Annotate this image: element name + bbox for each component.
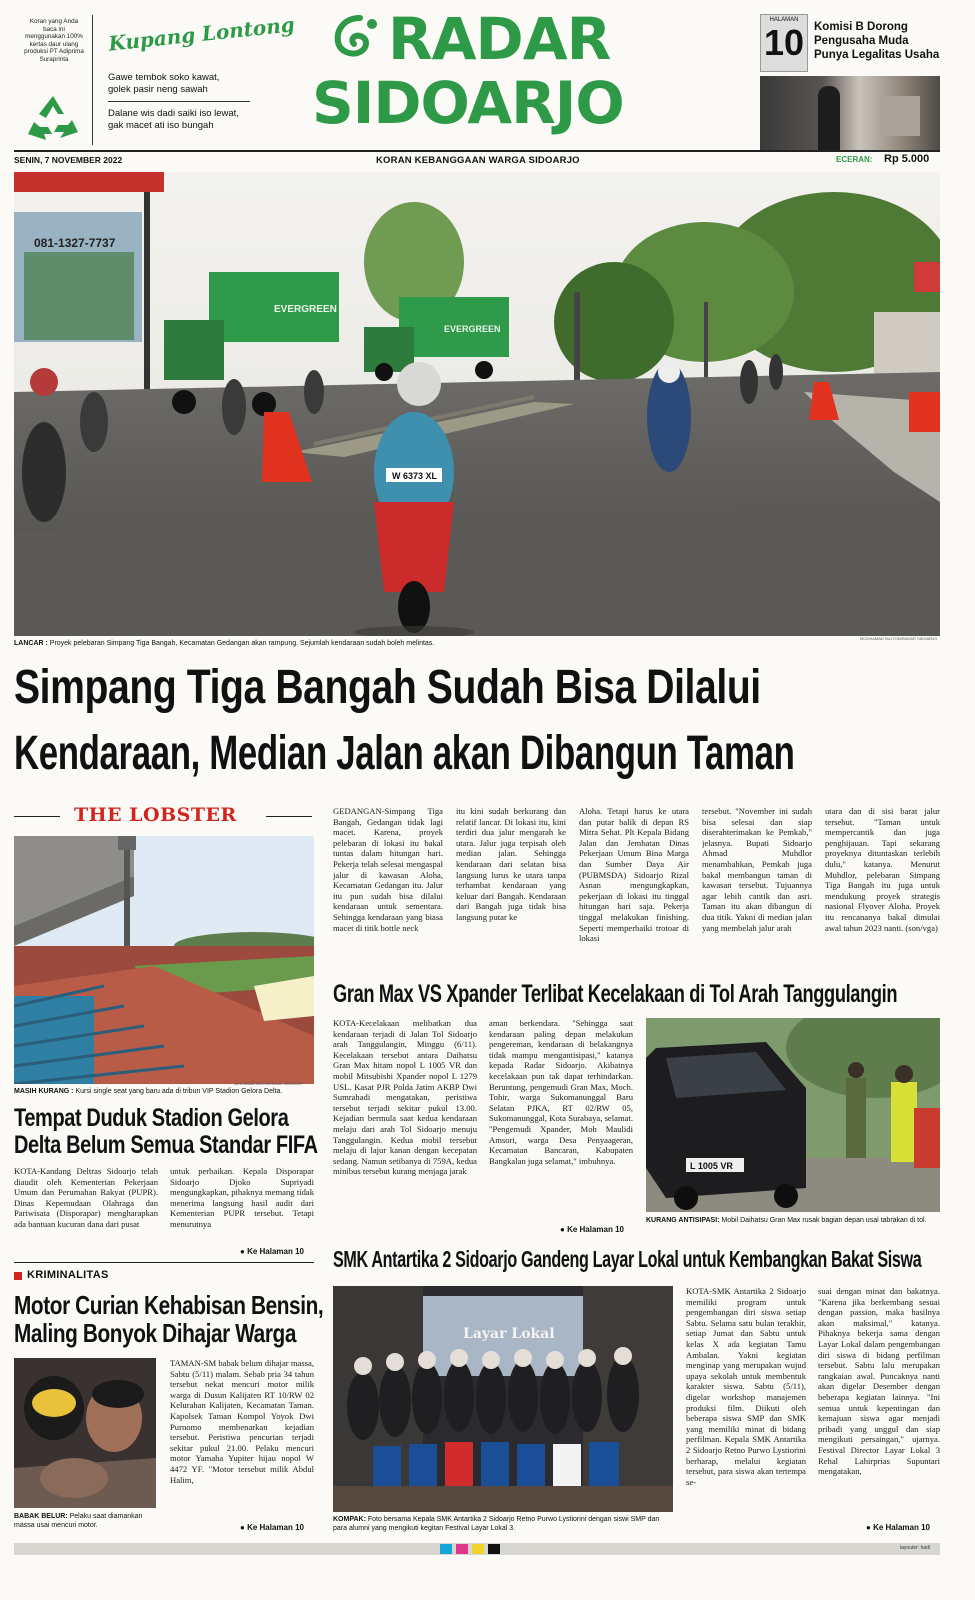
- teaser-page-number: 10: [763, 22, 805, 63]
- crime-label: KRIMINALITAS: [27, 1269, 109, 1281]
- main-story-col-5: utara dan di sisi barat jalur tersebut. "Taman untuk mempercantik dan juga penghijauan. Tapi sekarang proyeknya dituntaskan terlebih dulu," katanya. Menurut Muhdlor, pelebaran Simpang Tiga Bangah itu juga untuk mendukung proyek strategis nasional Flyover Aloha. Proyek itu rencananya bakal dimulai awal tahun 2023 nanti. (son/vga): [825, 806, 940, 933]
- granmax-col-2: aman berkendara. "Sehingga saat kendaraan paling depan melakukan pengereman, kendaraan di belakangnya tidak mampu mengantisipasi," katanya kepada Radar Sidoarjo. Akibatnya kecelakaan pun tak dapat terhindarkan. Beruntung, pengemudi Gran Max, Moch. Tohir, warga Sukomanunggal Baru Selatan PJKA, RT 02/RW 05, Sukomanunggal, Kota Surabaya, selamat. "Pengemudi Xpander, Moh Maulidi Amsori, warga Desa Penyaageran, Kecamatan Bancaran, Kabupaten Bangkalan juga selamat," imbuhnya.: [489, 1018, 633, 1166]
- issue-date: SENIN, 7 NOVEMBER 2022: [14, 155, 123, 165]
- hero-photo: [14, 172, 940, 636]
- smk-col-2: suai dengan minat dan bakatnya. "Karena jika berkembang sesuai dengan passion, maka hasilnya akan maksimal," katanya. Pihaknya bekerja sama dengan Layar Lokal dalam pengembangan diri siswa di bidang perfilman tersebut. Sabtu lalu merupakan rangkaian awal. Puncaknya nanti akan digelar Desember dengan beberapa kegiatan lainnya. "Ini semua untuk kepentingan dan kemajuan siswa agar menjadi pribadi yang unggul dan siap mengikuti persaingan," ujarnya. Festival Director Layar Lokal 3 Rehal Lahirprias Supuntari mengatakan,: [818, 1286, 940, 1477]
- main-story-col-2: itu kini sudah berkurang dan relatif lancar. Di lokasi itu, kini terdiri dua jalur mengarah ke utara. Jalur juga terpisah oleh median jalan. Sehingga kendaraan dari selatan bisa langsung lurus ke utara tanpa terhambat kendaraan yang keluar dari Bangah. Kendaraan dari Bangah juga tidak bisa langsung putar ke: [456, 806, 566, 922]
- smk-col-1: KOTA-SMK Antartika 2 Sidoarjo memiliki program untuk pengembangan diri siswa setiap Sabtu. Selama satu bulan terakhir, setiap Jumat dan Sabtu untuk kelas X ada kegiatan Tamu Ambalan. Yakni kegiatan menginap yang merupakan wujud upaya sekolah untuk membentuk karakter siswa. Sabtu (5/11), digelar workshop manajemen produksi film. Diikuti oleh beberapa siswa SMP dan SMK yang memiliki minat di bidang perfilman. Kepala SMK Antartika 2 Sidoarjo Retno Purwo Lystiorini berharap, melalui kegiatan tersebut, para siswa akan tertempa se-: [686, 1286, 806, 1487]
- granmax-plate: L 1005 VR: [690, 1161, 733, 1171]
- stadium-photo: [14, 836, 314, 1084]
- logo-sidoarjo: SIDOARJO: [312, 69, 624, 137]
- main-story-col-3: Aloha. Tetapi harus ke utara dan putar balik di depan RS Mitra Sehat. Plt Kepala Bidang Jalan dan Jembatan Dinas Pekerjaan Umum Bina Marga dan Sumber Daya Air (PUBMSDA) Sidoarjo Rizal Asnan mengungkapkan, pekerjaan di lokasi itu tinggal hitungan hari saja. Pekerja tinggal melakukan finishing. Seperti memperbaiki trotoar di lokasi: [579, 806, 689, 944]
- masthead-divider-left: [92, 15, 93, 145]
- main-headline-line-1[interactable]: Simpang Tiga Bangah Sudah Bisa Dilalui: [14, 661, 761, 714]
- smk-headline[interactable]: SMK Antartika 2 Sidoarjo Gandeng Layar Lokal untuk Kembangkan Bakat Siswa: [333, 1246, 922, 1272]
- price-label: ECERAN:: [836, 155, 873, 164]
- granmax-headline[interactable]: Gran Max VS Xpander Terlibat Kecelakaan di Tol Arah Tanggulangin: [333, 980, 898, 1008]
- smk-screen-text: Layar Lokal: [463, 1326, 555, 1342]
- hero-caption-text: Proyek pelebaran Simpang Tiga Bangah, Kecamatan Gedangan akan rampung. Sejumlah kendaraan sudah boleh melintas.: [47, 640, 435, 647]
- tagline: KORAN KEBANGGAAN WARGA SIDOARJO: [376, 155, 580, 166]
- color-bars: [440, 1544, 510, 1554]
- crime-caption: [14, 1513, 158, 1530]
- masthead: [0, 0, 975, 172]
- hero-plate: W 6373 XL: [392, 471, 438, 481]
- lobster-rule-right: [266, 816, 312, 817]
- color-bar-black: [488, 1544, 500, 1554]
- left-section-rule: [14, 1262, 314, 1263]
- billboard-phone: 081-1327-7737: [34, 236, 116, 250]
- lobster-rule-left: [14, 816, 60, 817]
- recycle-icon: [24, 92, 82, 144]
- hero-credit: MOCHAMAD SULTON/RADAR SIDOARJO: [860, 636, 938, 641]
- truck-brand-1: EVERGREEN: [274, 304, 337, 315]
- granmax-caption: [646, 1217, 940, 1226]
- smk-photo: [333, 1286, 673, 1512]
- smk-caption-label: KOMPAK:: [333, 1516, 366, 1523]
- logo-radar: RADAR: [388, 5, 611, 73]
- main-headline-line-2[interactable]: Kendaraan, Median Jalan akan Dibangun Taman: [14, 727, 795, 780]
- smk-continue-label: Ke Halaman 10: [873, 1523, 930, 1532]
- crime-caption-text: Pelaku saat diamankan massa usai mencuri motor.: [14, 1513, 143, 1529]
- hero-caption-label: LANCAR :: [14, 640, 48, 647]
- crime-caption-label: BABAK BELUR:: [14, 1513, 68, 1520]
- stadium-continue[interactable]: ● Ke Halaman 10: [240, 1247, 304, 1256]
- stadium-body-col-2: untuk perbaikan. Kepala Disporapar Sidoarjo Djoko Supriyadi mengungkapkan, pihaknya memang tidak menerima langsung hasil audit dari Kementerian PUPR tersebut. Tetapi menurutnya: [170, 1166, 314, 1229]
- granmax-photo: [646, 1018, 940, 1212]
- teaser-title[interactable]: Komisi B Dorong Pengusaha Muda Punya Legalitas Usaha: [814, 21, 940, 61]
- kupang-line-1: Gawe tembok soko kawat,: [108, 72, 220, 83]
- granmax-col-1: KOTA-Kecelakaan melibatkan dua kendaraan terjadi di Jalan Tol Sidoarjo arah Tanggulangin, Minggu (6/11). Kecelakaan tersebut antara Daihatsu Gran Max hitam nopol L 1005 VR dan mobil Mitsubishi Xpander nopol L 1279 USL. Kasat PJR Polda Jatim AKBP Dwi Sumrahadi mengatakan, peristiwa tersebut terjadi sekitar pukul 13.00. Kejadian bermula saat kedua kendaraan melaju dari arah Tol Sidoarjo menuju Tanggulangin. Kedua mobil tersebut melaju di lajur kanan dengan kecepatan sedang. Namun setibanya di 759A, kedua minibus tersebut kurang menjaga jarak: [333, 1018, 477, 1177]
- crime-photo: [14, 1358, 156, 1508]
- granmax-continue-label: Ke Halaman 10: [567, 1225, 624, 1234]
- color-bar-yellow: [472, 1544, 484, 1554]
- smk-caption: [333, 1516, 673, 1533]
- crime-label-marker: [14, 1272, 22, 1280]
- kupang-line-4: gak macet ati iso bungah: [108, 120, 214, 131]
- crime-continue[interactable]: ● Ke Halaman 10: [240, 1523, 304, 1532]
- stadium-headline-line-1[interactable]: Tempat Duduk Stadion Gelora: [14, 1104, 289, 1132]
- color-bar-cyan: [440, 1544, 452, 1554]
- hero-scene: [14, 172, 940, 636]
- teaser-photo: [760, 76, 940, 150]
- stadium-caption-label: MASIH KURANG :: [14, 1088, 74, 1095]
- stadium-caption: [14, 1088, 314, 1097]
- main-story-col-4: tersebut. "November ini sudah bisa selesai dan siap diserahterimakan ke Pemkab," jelasnya. Bupati Sidoarjo Ahmad Muhdlor menambahkan, Pemkab juga bakal membangun taman di kawasan tersebut. Tujuannya agar lebih cantik dan asri. Taman itu akan dibangun di dua titik. Yakni di median jalan yang membelah jalur arah: [702, 806, 812, 933]
- kupang-title: Kupang Lontong: [107, 12, 296, 56]
- teaser-page-box[interactable]: [760, 14, 808, 72]
- crime-headline-line-2[interactable]: Maling Bonyok Dihajar Warga: [14, 1318, 296, 1348]
- color-bar-magenta: [456, 1544, 468, 1554]
- radar-logo-icon: [330, 12, 388, 72]
- stadium-headline-line-2[interactable]: Delta Belum Semua Standar FIFA: [14, 1131, 318, 1159]
- teaser-page-label: HALAMAN: [769, 17, 799, 23]
- crime-continue-label: Ke Halaman 10: [247, 1523, 304, 1532]
- smk-caption-text: Foto bersama Kepala SMK Antartika 2 Sidoarjo Retno Purwo Lystiorini dengan siswi SMP dan para alumni yang mengikuti kegitan Festival Layar Lokal 3.: [333, 1516, 660, 1532]
- layouter-credit: layouter: hadi: [900, 1545, 931, 1551]
- kupang-divider: [108, 101, 250, 102]
- granmax-caption-label: KURANG ANTISIPASI:: [646, 1217, 720, 1224]
- stadium-body-col-1: KOTA-Kandang Deltras Sidoarjo telah diaudit oleh Kementerian Pekerjaan Umum dan Perumahan Rakyat (PUPR). Dinas Kepemudaan Olahraga dan Pariwisata (Disporapar) mengharapkan ada bantuan kucuran dana dari pusat: [14, 1166, 158, 1229]
- recycle-note: Koran yang Anda baca ini menggunakan 100% kertas daur ulang produksi PT Adiprima Suraprinta: [24, 18, 84, 63]
- stadium-credit: MOCHAMAD SULTON/RADAR SIDOARJO: [234, 1082, 302, 1086]
- smk-continue[interactable]: ● Ke Halaman 10: [866, 1523, 930, 1532]
- truck-brand-2: EVERGREEN: [444, 324, 501, 334]
- kupang-line-2: golek pasir neng sawah: [108, 84, 208, 95]
- granmax-caption-text: Mobil Daihatsu Gran Max rusak bagian depan usai tabrakan di tol.: [719, 1217, 927, 1224]
- granmax-continue[interactable]: ● Ke Halaman 10: [560, 1225, 624, 1234]
- hero-caption: [14, 640, 874, 649]
- crime-headline-line-1[interactable]: Motor Curian Kehabisan Bensin,: [14, 1290, 324, 1320]
- crime-body: TAMAN-SM babak belum dihajar massa, Sabtu (5/11) malam. Sebab pria 34 tahun tersebut nekat mencuri motor milik warga di Dusun Kalijaten RT 10/RW 02 Kelurahan Kalijaten, Kecamatan Taman. Kapolsek Taman Kompol Yoyok Dwi Purnomo membenarkan kejadian tersebut. Peristiwa pencurian terjadi sekitar pukul 21.00. Pelaku mencuri motor Yamaha Yupiter hijau nopol W 4472 YF. "Motor tersebut milik Abdul Halim,: [170, 1358, 314, 1485]
- masthead-rule: [14, 150, 940, 152]
- kupang-line-3: Dalane wis dadi saiki iso lewat,: [108, 108, 239, 119]
- price: Rp 5.000: [884, 153, 930, 165]
- main-story-col-1: GEDANGAN-Simpang Tiga Bangah, Gedangan tidak lagi macet. Karena, proyek pelebaran di lokasi itu bakal tuntas dalam hitungan hari. Pekerja telah selesai mengaspal jalur di kawasan Aloha, Kecamatan Gedangan itu. Jalur itu pun sudah bisa dilalui kendaraan untuk sementara. Sehingga kendaraan yang biasa macet di titik bottle neck: [333, 806, 443, 933]
- stadium-caption-text: Kursi single seat yang baru ada di tribun VIP Stadion Gelora Delta.: [73, 1088, 283, 1095]
- lobster-title: THE LOBSTER: [74, 804, 237, 826]
- stadium-continue-label: Ke Halaman 10: [247, 1247, 304, 1256]
